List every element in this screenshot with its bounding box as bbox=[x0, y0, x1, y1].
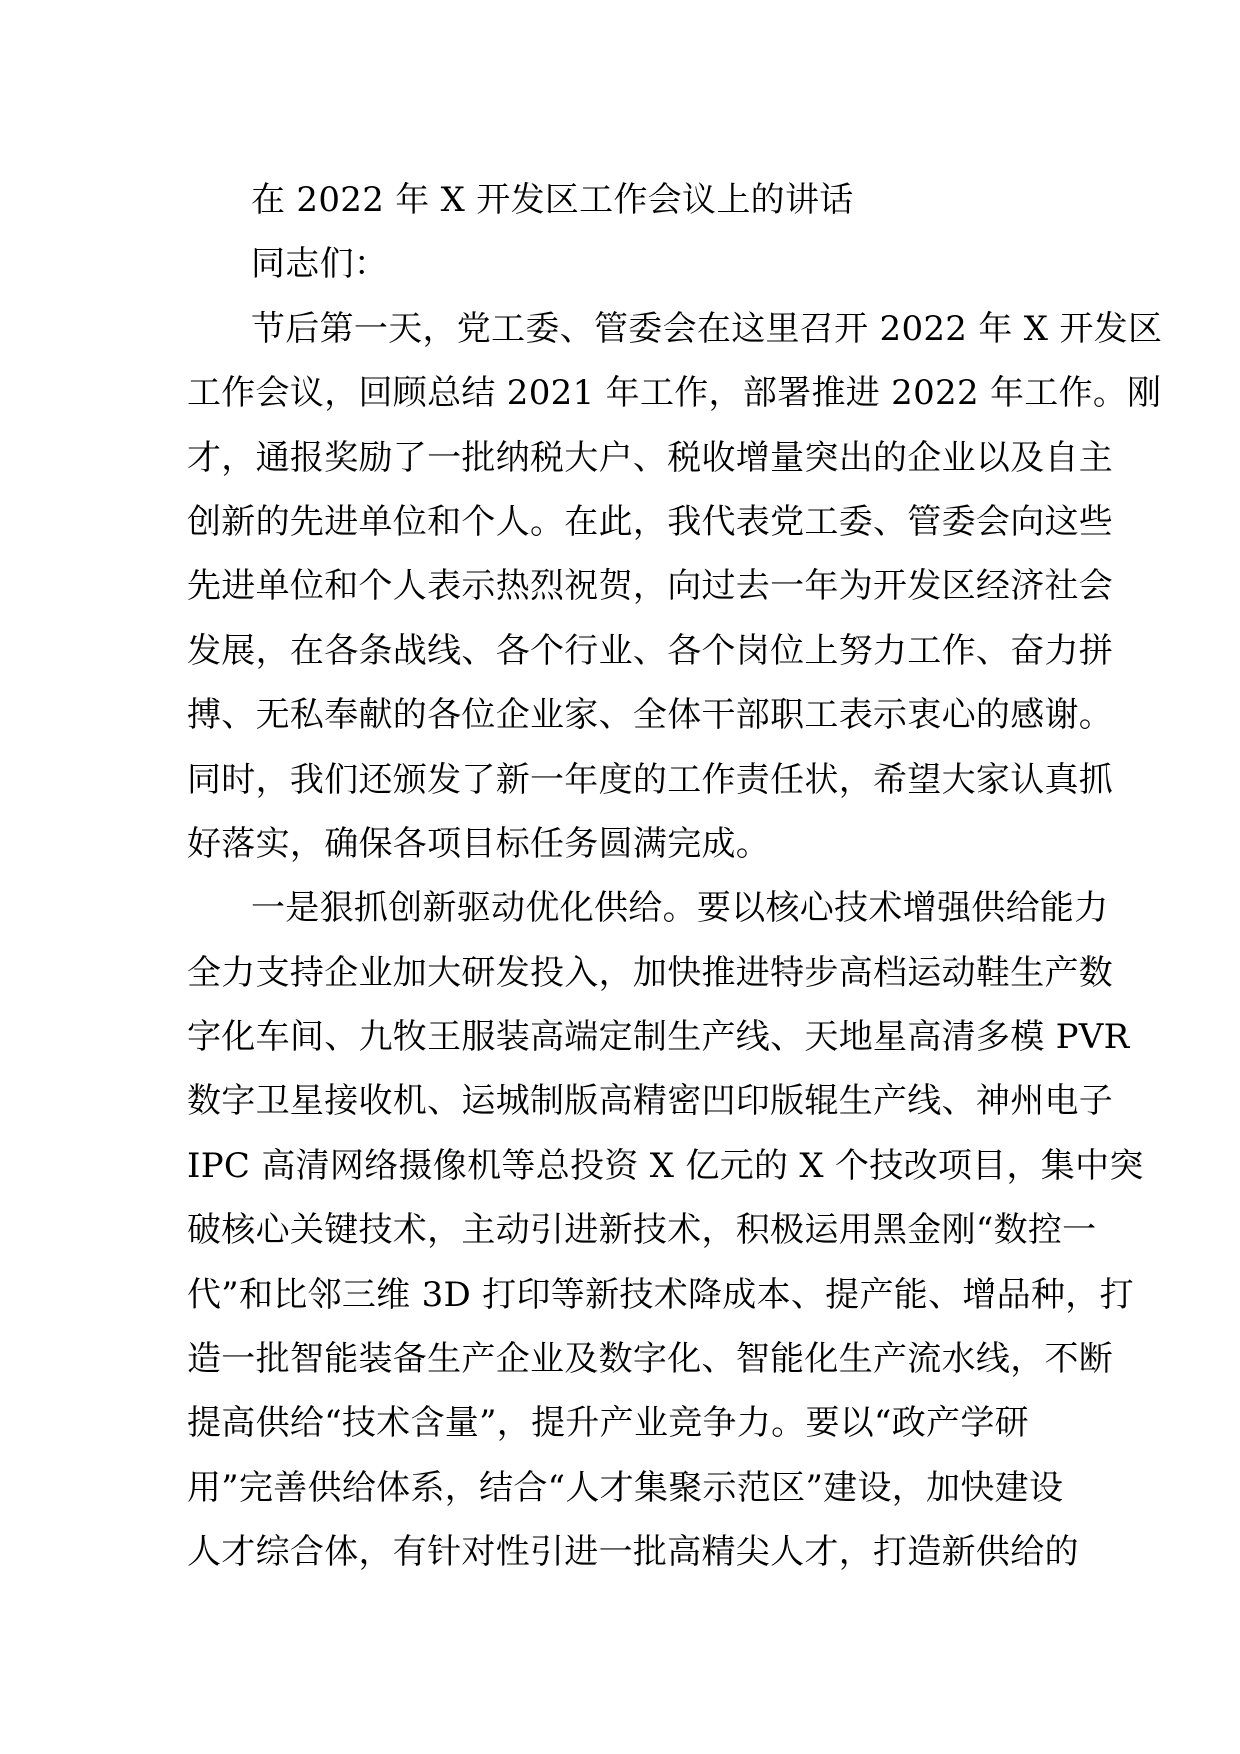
paragraph-line: 提高供给“技术含量”，提升产业竞争力。要以“政产学研 bbox=[187, 1403, 1029, 1444]
paragraph-line: 节后第一天，党工委、管委会在这里召开 2022 年 X 开发区 bbox=[251, 308, 1163, 349]
paragraph-line: 工作会议，回顾总结 2021 年工作，部署推进 2022 年工作。刚 bbox=[187, 373, 1162, 414]
document-title: 在 2022 年 X 开发区工作会议上的讲话 bbox=[251, 180, 854, 220]
paragraph-2 bbox=[187, 876, 1144, 1584]
paragraph-line: 字化车间、九牧王服装高端定制生产线、天地星高清多模 PVR bbox=[187, 1017, 1130, 1058]
paragraph-line: 造一批智能装备生产企业及数字化、智能化生产流水线，不断 bbox=[187, 1339, 1114, 1380]
document-body bbox=[187, 168, 1163, 1585]
paragraph-line: 一是狠抓创新驱动优化供给。要以核心技术增强供给能力 bbox=[251, 888, 1109, 929]
paragraph-line: 代”和比邻三维 3D 打印等新技术降成本、提产能、增品种，打 bbox=[187, 1274, 1134, 1315]
paragraph-line: 人才综合体，有针对性引进一批高精尖人才，打造新供给的 bbox=[187, 1532, 1079, 1573]
paragraph-line: 全力支持企业加大研发投入，加快推进特步高档运动鞋生产数 bbox=[187, 952, 1114, 993]
paragraph-line: 数字卫星接收机、运城制版高精密凹印版辊生产线、神州电子 bbox=[187, 1081, 1114, 1122]
paragraph-line: 破核心关键技术，主动引进新技术，积极运用黑金刚“数控一 bbox=[187, 1210, 1097, 1251]
paragraph-line: 好落实，确保各项目标任务圆满完成。 bbox=[187, 823, 771, 864]
paragraph-line: 同时，我们还颁发了新一年度的工作责任状，希望大家认真抓 bbox=[187, 759, 1114, 800]
paragraph-line: 先进单位和个人表示热烈祝贺，向过去一年为开发区经济社会 bbox=[187, 566, 1114, 607]
paragraph-line: 发展，在各条战线、各个行业、各个岗位上努力工作、奋力拼 bbox=[187, 630, 1114, 671]
paragraph-line: 创新的先进单位和个人。在此，我代表党工委、管委会向这些 bbox=[187, 501, 1114, 542]
salutation: 同志们： bbox=[251, 244, 389, 285]
paragraph-line: 才，通报奖励了一批纳税大户、税收增量突出的企业以及自主 bbox=[187, 437, 1114, 478]
paragraph-line: 用”完善供给体系，结合“人才集聚示范区”建设，加快建设 bbox=[187, 1467, 1064, 1508]
paragraph-line: 搏、无私奉献的各位企业家、全体干部职工表示衷心的感谢。 bbox=[187, 695, 1114, 736]
paragraph-line: IPC 高清网络摄像机等总投资 X 亿元的 X 个技改项目，集中突 bbox=[187, 1145, 1144, 1186]
paragraph-1 bbox=[187, 297, 1163, 877]
